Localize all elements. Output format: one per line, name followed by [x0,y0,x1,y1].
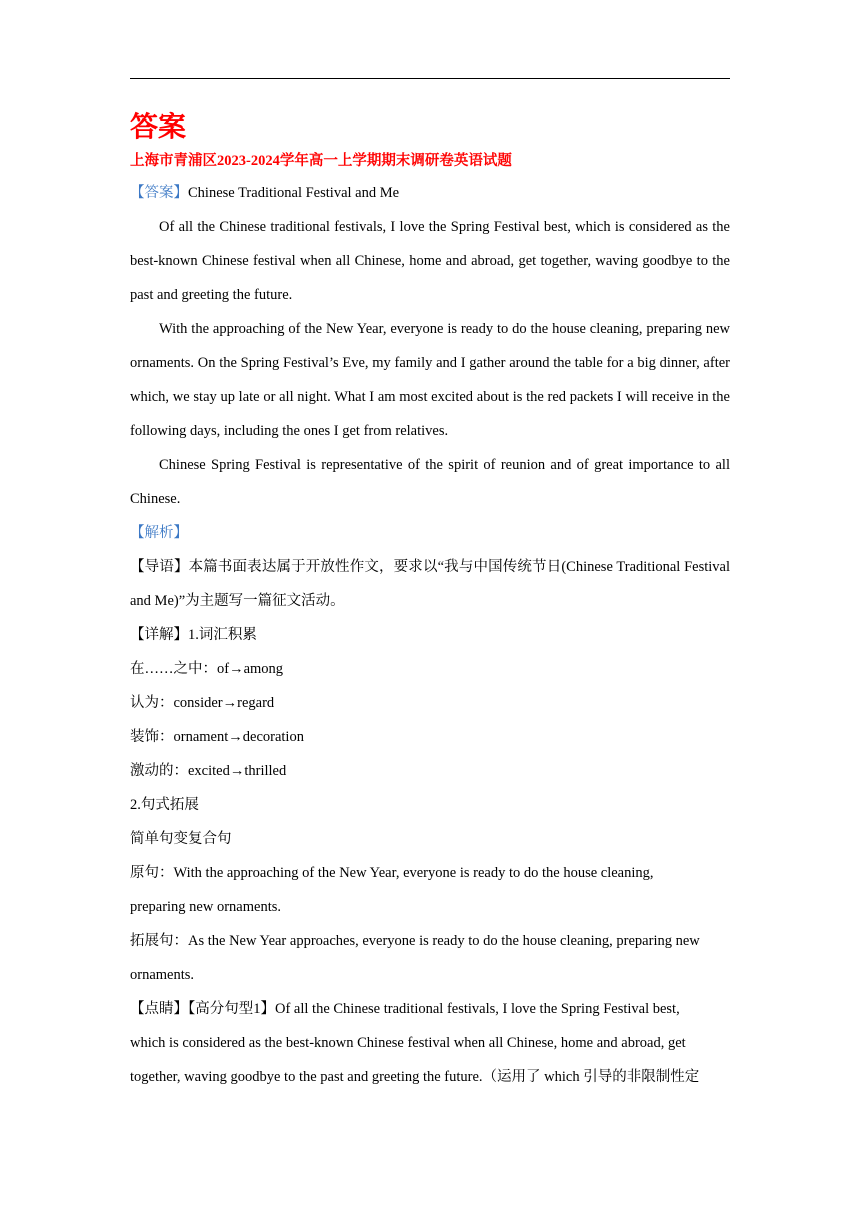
essay-paragraph-2: With the approaching of the New Year, everyone is ready to do the house cleaning, preparing new ornaments. On the Spring Festival’s Eve, my family and I gather around the table for a big dinner, after which, we stay up late or all night. What I am most excited about is the red packets I will receive in the following days, including the ones I get from relatives. [130,321,730,439]
exam-title: 上海市青浦区2023-2024学年高一上学期期末调研卷英语试题 [130,153,512,169]
highlight-line: together, waving goodbye to the past and greeting the future.（运用了 which 引导的非限制性定 [130,1069,700,1085]
expanded-sentence-line: ornaments. [130,967,195,983]
essay-title-line [130,176,730,210]
sentence-type: 简单句变复合句 [130,831,232,847]
sentence-heading: 2.句式拓展 [130,797,199,813]
document-body [130,108,730,1094]
original-sentence-line: 原句：With the approaching of the New Year, everyone is ready to do the house cleaning, [130,865,654,881]
analysis-tag: 【解析】 [130,525,188,541]
intro-paragraph: 【导语】本篇书面表达属于开放性作文，要求以“我与中国传统节日(Chinese Traditional Festival and Me)”为主题写一篇征文活动。 [130,559,730,609]
essay-paragraph-1: Of all the Chinese traditional festivals, I love the Spring Festival best, which is considered as the best-known Chinese festival when all Chinese, home and abroad, get together, waving goodbye to the past and greeting the future. [130,219,730,303]
answer-tag: 【答案】 [130,185,188,201]
vocab-item: 认为：consider→regard [130,695,275,711]
highlight-line: which is considered as the best-known Chinese festival when all Chinese, home and abroad, get [130,1035,686,1051]
vocab-item: 激动的：excited→thrilled [130,763,287,779]
answer-heading: 答案 [130,112,187,143]
vocab-item: 在……之中：of→among [130,661,284,677]
vocab-item: 装饰：ornament→decoration [130,729,304,745]
essay-paragraph-3: Chinese Spring Festival is representative of the spirit of reunion and of great importance to all Chinese. [130,457,730,507]
header-rule [130,78,730,79]
essay-title: Chinese Traditional Festival and Me [188,185,400,201]
original-sentence-line: preparing new ornaments. [130,899,281,915]
highlight-line: 【点睛】【高分句型1】Of all the Chinese traditional festivals, I love the Spring Festival best, [130,1001,680,1017]
detail-heading: 【详解】1.词汇积累 [130,627,257,643]
expanded-sentence-line: 拓展句：As the New Year approaches, everyone is ready to do the house cleaning, preparing new [130,933,700,949]
